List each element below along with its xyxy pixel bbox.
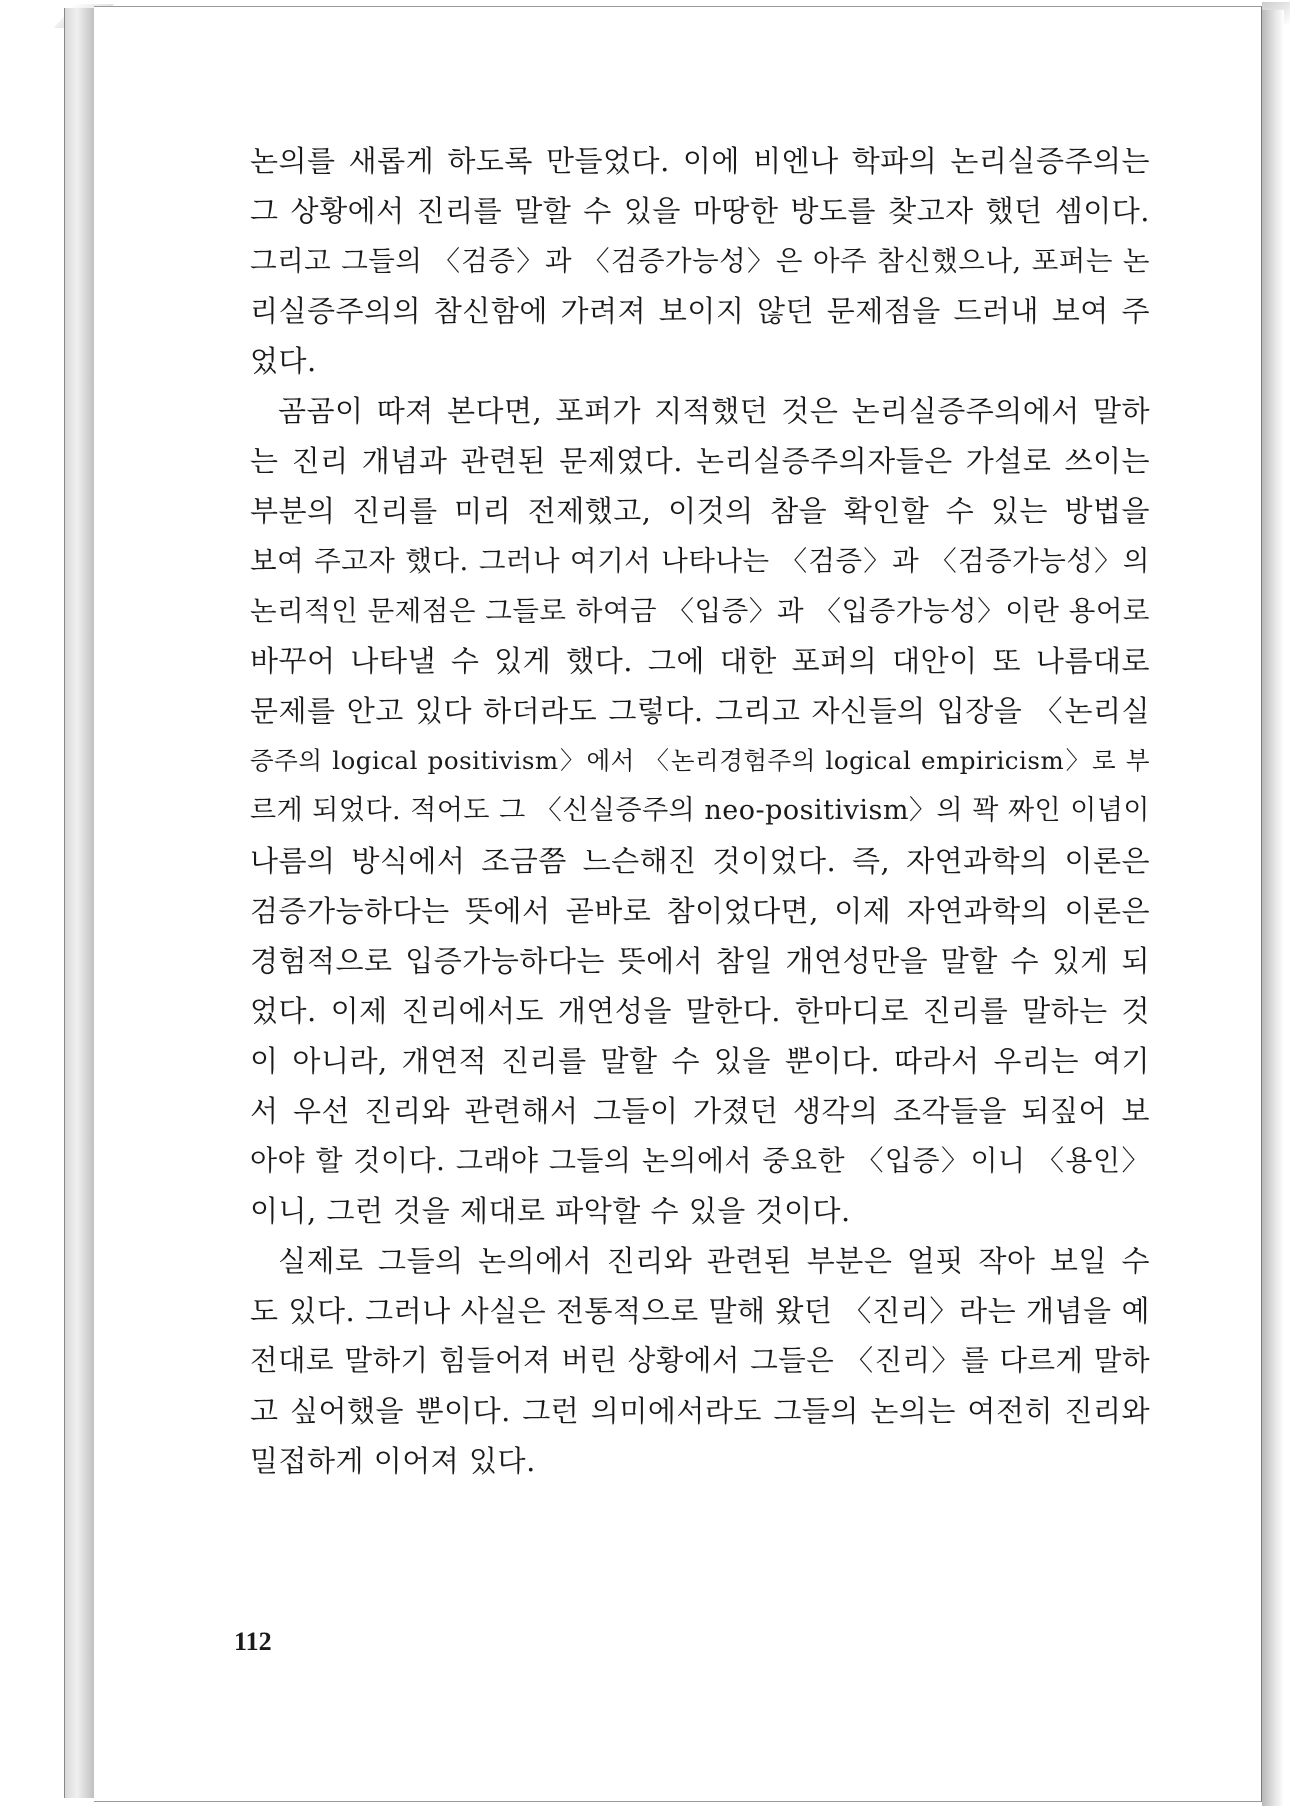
text-line: 바꾸어 나타낼 수 있게 했다. 그에 대한 포퍼의 대안이 또 나름대로 xyxy=(250,644,1150,678)
text-line: 실제로 그들의 논의에서 진리와 관련된 부분은 얼핏 작아 보일 수 xyxy=(278,1244,1150,1278)
text-line: 었다. 이제 진리에서도 개연성을 말한다. 한마디로 진리를 말하는 것 xyxy=(250,994,1150,1028)
text-line: 고 싶어했을 뿐이다. 그런 의미에서라도 그들의 논의는 여전히 진리와 xyxy=(250,1394,1150,1428)
text-line: 보여 주고자 했다. 그러나 여기서 나타나는 〈검증〉과 〈검증가능성〉의 xyxy=(250,545,1150,577)
text-line: 경험적으로 입증가능하다는 뜻에서 참일 개연성만을 말할 수 있게 되 xyxy=(250,944,1150,978)
text-line: 문제를 안고 있다 하더라도 그렇다. 그리고 자신들의 입장을 〈논리실 xyxy=(250,694,1150,728)
text-line: 증주의 logical positivism〉에서 〈논리경험주의 logical empiricism〉로 부 xyxy=(250,746,1150,775)
text-line: 검증가능하다는 뜻에서 곧바로 참이었다면, 이제 자연과학의 이론은 xyxy=(250,894,1150,928)
text-line: 르게 되었다. 적어도 그 〈신실증주의 neo-positivism〉의 꽉 짜인 이념이 xyxy=(250,795,1150,826)
text-line: 이 아니라, 개연적 진리를 말할 수 있을 뿐이다. 따라서 우리는 여기 xyxy=(250,1044,1150,1078)
text-line: 이니, 그런 것을 제대로 파악할 수 있을 것이다. xyxy=(250,1194,851,1228)
text-line: 서 우선 진리와 관련해서 그들이 가졌던 생각의 조각들을 되짚어 보 xyxy=(250,1094,1150,1128)
text-line: 는 진리 개념과 관련된 문제였다. 논리실증주의자들은 가설로 쓰이는 xyxy=(250,444,1150,478)
text-line: 곰곰이 따져 본다면, 포퍼가 지적했던 것은 논리실증주의에서 말하 xyxy=(278,394,1150,428)
text-line: 리실증주의의 참신함에 가려져 보이지 않던 문제점을 드러내 보여 주 xyxy=(250,294,1150,328)
text-line: 그 상황에서 진리를 말할 수 있을 마땅한 방도를 찾고자 했던 셈이다. xyxy=(250,194,1150,228)
page-number: 112 xyxy=(234,1627,272,1656)
text-line: 도 있다. 그러나 사실은 전통적으로 말해 왔던 〈진리〉라는 개념을 예 xyxy=(250,1294,1150,1328)
text-line: 나름의 방식에서 조금쯤 느슨해진 것이었다. 즉, 자연과학의 이론은 xyxy=(250,844,1150,878)
text-line: 밀접하게 이어져 있다. xyxy=(250,1444,536,1478)
text-line: 부분의 진리를 미리 전제했고, 이것의 참을 확인할 수 있는 방법을 xyxy=(250,494,1150,528)
book-shadow xyxy=(1262,10,1284,1806)
text-line: 아야 할 것이다. 그래야 그들의 논의에서 중요한 〈입증〉이니 〈용인〉 xyxy=(250,1144,1150,1177)
book-page-edges xyxy=(64,8,95,1798)
text-line: 그리고 그들의 〈검증〉과 〈검증가능성〉은 아주 참신했으나, 포퍼는 논 xyxy=(250,245,1150,277)
text-line: 논의를 새롭게 하도록 만들었다. 이에 비엔나 학파의 논리실증주의는 xyxy=(250,144,1150,178)
text-line: 논리적인 문제점은 그들로 하여금 〈입증〉과 〈입증가능성〉이란 용어로 xyxy=(250,595,1150,627)
body-text xyxy=(250,136,1150,1486)
text-line: 었다. xyxy=(250,344,317,378)
text-line: 전대로 말하기 힘들어져 버린 상황에서 그들은 〈진리〉를 다르게 말하 xyxy=(250,1344,1150,1377)
